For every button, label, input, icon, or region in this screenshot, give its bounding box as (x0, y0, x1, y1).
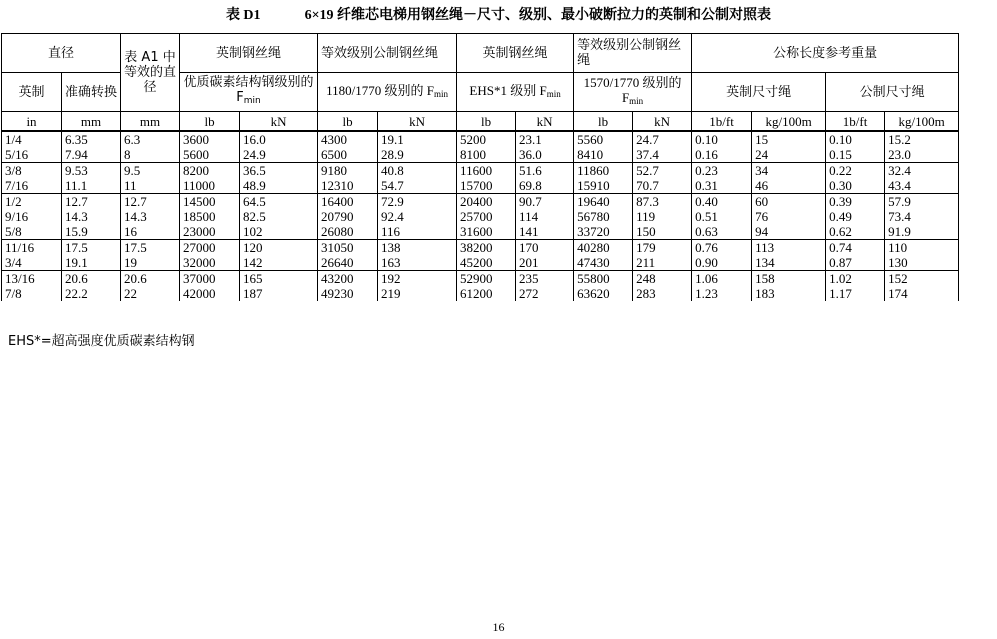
table-cell: 1.06 (692, 271, 752, 287)
header-row-1 (2, 34, 959, 73)
table-number: 表 D1 (225, 8, 261, 23)
table-row (2, 163, 959, 179)
table-cell: 5/8 (2, 224, 62, 240)
table-cell: 16400 (318, 194, 378, 210)
table-cell: 37.4 (633, 147, 692, 163)
table-cell: 22.2 (62, 286, 121, 301)
table-cell: 5/16 (2, 147, 62, 163)
table-cell: 23000 (180, 224, 240, 240)
table-cell: 120 (240, 240, 318, 256)
table-cell: 0.63 (692, 224, 752, 240)
table-cell: 87.3 (633, 194, 692, 210)
table-cell: 5600 (180, 147, 240, 163)
table-cell: 12.7 (121, 194, 180, 210)
table-cell: 15.2 (885, 131, 959, 147)
table-cell: 14.3 (121, 209, 180, 224)
unit-cell: kN (240, 112, 318, 132)
table-cell: 72.9 (378, 194, 457, 210)
unit-cell: kN (378, 112, 457, 132)
table-cell: 18500 (180, 209, 240, 224)
metric-size-rope-header: 公制尺寸绳 (826, 73, 959, 112)
table-cell: 183 (752, 286, 826, 301)
table-cell: 0.39 (826, 194, 885, 210)
table-cell: 6.3 (121, 131, 180, 147)
table-cell: 17.5 (121, 240, 180, 256)
table-cell: 283 (633, 286, 692, 301)
table-cell: 36.5 (240, 163, 318, 179)
unit-cell: kN (633, 112, 692, 132)
table-cell: 0.51 (692, 209, 752, 224)
table-cell: 45200 (457, 255, 516, 271)
table-cell: 0.10 (692, 131, 752, 147)
table-body (2, 131, 959, 301)
table-cell: 20.6 (62, 271, 121, 287)
table-cell: 70.7 (633, 178, 692, 194)
table-cell: 5200 (457, 131, 516, 147)
unit-cell: lb (180, 112, 240, 132)
table-cell: 8410 (574, 147, 633, 163)
unit-cell: kN (516, 112, 574, 132)
table-cell: 15 (752, 131, 826, 147)
table-cell: 91.9 (885, 224, 959, 240)
table-cell: 201 (516, 255, 574, 271)
metric-equivalent-header: 等效级别公制钢丝绳 (318, 34, 457, 73)
metric-equivalent-header-2: 等效级别公制钢丝绳 (574, 34, 692, 73)
table-cell: 54.7 (378, 178, 457, 194)
table-cell: 73.4 (885, 209, 959, 224)
table-cell: 55800 (574, 271, 633, 287)
table-caption: 6×19 纤维芯电梯用钢丝绳－尺寸、级别、最小破断拉力的英制和公制对照表 (304, 8, 772, 23)
table-cell: 119 (633, 209, 692, 224)
table-cell: 60 (752, 194, 826, 210)
table-cell: 114 (516, 209, 574, 224)
table-cell: 9180 (318, 163, 378, 179)
table-cell: 36.0 (516, 147, 574, 163)
table-cell: 187 (240, 286, 318, 301)
table-cell: 19.1 (62, 255, 121, 271)
table-cell: 90.7 (516, 194, 574, 210)
table-cell: 12310 (318, 178, 378, 194)
table-cell: 15.9 (62, 224, 121, 240)
table-row (2, 255, 959, 271)
table-cell: 52900 (457, 271, 516, 287)
imperial-size-rope-header: 英制尺寸绳 (692, 73, 826, 112)
table-cell: 110 (885, 240, 959, 256)
table-cell: 138 (378, 240, 457, 256)
table-cell: 19 (121, 255, 180, 271)
table-cell: 142 (240, 255, 318, 271)
table-cell: 174 (885, 286, 959, 301)
imperial-rope-header: 英制钢丝绳 (180, 34, 318, 73)
table-cell: 8 (121, 147, 180, 163)
table-cell: 32.4 (885, 163, 959, 179)
table-cell: 25700 (457, 209, 516, 224)
table-cell: 33720 (574, 224, 633, 240)
table-row (2, 209, 959, 224)
table-cell: 158 (752, 271, 826, 287)
table-cell: 0.87 (826, 255, 885, 271)
table-cell: 27000 (180, 240, 240, 256)
rope-spec-table (1, 33, 959, 301)
table-cell: 3600 (180, 131, 240, 147)
table-cell: 130 (885, 255, 959, 271)
table-cell: 11 (121, 178, 180, 194)
table-cell: 42000 (180, 286, 240, 301)
table-cell: 51.6 (516, 163, 574, 179)
table-row (2, 224, 959, 240)
table-row (2, 271, 959, 287)
table-cell: 1.17 (826, 286, 885, 301)
table-a1-header: 表 A1 中等效的直径 (121, 34, 180, 112)
table-cell: 14500 (180, 194, 240, 210)
table-cell: 64.5 (240, 194, 318, 210)
table-cell: 49230 (318, 286, 378, 301)
table-cell: 7/8 (2, 286, 62, 301)
table-cell: 34 (752, 163, 826, 179)
table-cell: 0.22 (826, 163, 885, 179)
table-cell: 94 (752, 224, 826, 240)
table-cell: 272 (516, 286, 574, 301)
table-cell: 69.8 (516, 178, 574, 194)
table-cell: 102 (240, 224, 318, 240)
table-cell: 8200 (180, 163, 240, 179)
table-cell: 11.1 (62, 178, 121, 194)
unit-cell: 1b/ft (692, 112, 752, 132)
table-cell: 12.7 (62, 194, 121, 210)
unit-cell: kg/100m (752, 112, 826, 132)
unit-cell: mm (62, 112, 121, 132)
table-cell: 5560 (574, 131, 633, 147)
table-cell: 0.15 (826, 147, 885, 163)
table-cell: 40280 (574, 240, 633, 256)
table-cell: 15700 (457, 178, 516, 194)
table-cell: 0.40 (692, 194, 752, 210)
page-number: 16 (492, 620, 505, 634)
unit-cell: lb (318, 112, 378, 132)
table-cell: 56780 (574, 209, 633, 224)
table-cell: 19640 (574, 194, 633, 210)
table-cell: 31050 (318, 240, 378, 256)
table-cell: 46 (752, 178, 826, 194)
grade-ehs-header: EHS*1 级别 $F_{min}$ (457, 73, 574, 112)
table-cell: 7/16 (2, 178, 62, 194)
table-cell: 7.94 (62, 147, 121, 163)
table-cell: 1.23 (692, 286, 752, 301)
table-cell: 14.3 (62, 209, 121, 224)
table-cell: 32000 (180, 255, 240, 271)
unit-cell: 1b/ft (826, 112, 885, 132)
table-cell: 1/4 (2, 131, 62, 147)
table-cell: 63620 (574, 286, 633, 301)
table-cell: 11000 (180, 178, 240, 194)
footnote: EHS*=超高强度优质碳素结构钢 (8, 334, 195, 349)
table-cell: 20790 (318, 209, 378, 224)
table-cell: 0.30 (826, 178, 885, 194)
table-cell: 9.5 (121, 163, 180, 179)
table-row (2, 147, 959, 163)
table-cell: 150 (633, 224, 692, 240)
table-cell: 40.8 (378, 163, 457, 179)
imperial-rope-header-2: 英制钢丝绳 (457, 34, 574, 73)
unit-row (2, 112, 959, 132)
unit-cell: lb (457, 112, 516, 132)
table-cell: 0.74 (826, 240, 885, 256)
unit-cell: kg/100m (885, 112, 959, 132)
table-cell: 0.16 (692, 147, 752, 163)
table-cell: 26080 (318, 224, 378, 240)
table-cell: 0.90 (692, 255, 752, 271)
table-cell: 28.9 (378, 147, 457, 163)
table-cell: 9/16 (2, 209, 62, 224)
table-cell: 20.6 (121, 271, 180, 287)
table-cell: 23.1 (516, 131, 574, 147)
table-row (2, 286, 959, 301)
table-cell: 43.4 (885, 178, 959, 194)
table-cell: 235 (516, 271, 574, 287)
unit-cell: in (2, 112, 62, 132)
table-cell: 4300 (318, 131, 378, 147)
table-title (0, 4, 997, 24)
table-cell: 219 (378, 286, 457, 301)
table-cell: 92.4 (378, 209, 457, 224)
table-cell: 0.62 (826, 224, 885, 240)
table-cell: 57.9 (885, 194, 959, 210)
table-cell: 38200 (457, 240, 516, 256)
table-cell: 48.9 (240, 178, 318, 194)
table-cell: 141 (516, 224, 574, 240)
table-cell: 61200 (457, 286, 516, 301)
table-cell: 9.53 (62, 163, 121, 179)
grade-carbon-header: 优质碳素结构钢级别的 $F_{min}$ (180, 73, 318, 112)
table-cell: 3/4 (2, 255, 62, 271)
table-cell: 152 (885, 271, 959, 287)
table-cell: 19.1 (378, 131, 457, 147)
table-cell: 16 (121, 224, 180, 240)
table-cell: 82.5 (240, 209, 318, 224)
diameter-header: 直径 (2, 34, 121, 73)
unit-cell: mm (121, 112, 180, 132)
grade-1570-header: 1570/1770 级别的 $F_{min}$ (574, 73, 692, 112)
table-cell: 24 (752, 147, 826, 163)
table-cell: 0.23 (692, 163, 752, 179)
table-cell: 22 (121, 286, 180, 301)
table-cell: 15910 (574, 178, 633, 194)
table-cell: 31600 (457, 224, 516, 240)
table-cell: 17.5 (62, 240, 121, 256)
table-cell: 8100 (457, 147, 516, 163)
table-row (2, 131, 959, 147)
table-cell: 11/16 (2, 240, 62, 256)
imperial-header: 英制 (2, 73, 62, 112)
table-cell: 47430 (574, 255, 633, 271)
table-cell: 113 (752, 240, 826, 256)
table-cell: 43200 (318, 271, 378, 287)
table-cell: 13/16 (2, 271, 62, 287)
table-cell: 6500 (318, 147, 378, 163)
table-cell: 37000 (180, 271, 240, 287)
table-cell: 20400 (457, 194, 516, 210)
table-cell: 179 (633, 240, 692, 256)
table-cell: 0.10 (826, 131, 885, 147)
table-cell: 0.76 (692, 240, 752, 256)
table-cell: 165 (240, 271, 318, 287)
table-cell: 134 (752, 255, 826, 271)
converted-header: 准确转换 (62, 73, 121, 112)
table-cell: 11600 (457, 163, 516, 179)
table-cell: 23.0 (885, 147, 959, 163)
table-cell: 26640 (318, 255, 378, 271)
table-cell: 24.7 (633, 131, 692, 147)
table-cell: 16.0 (240, 131, 318, 147)
table-cell: 11860 (574, 163, 633, 179)
table-cell: 76 (752, 209, 826, 224)
table-cell: 0.31 (692, 178, 752, 194)
table-cell: 163 (378, 255, 457, 271)
table-cell: 1/2 (2, 194, 62, 210)
table-cell: 116 (378, 224, 457, 240)
table-cell: 1.02 (826, 271, 885, 287)
table-cell: 192 (378, 271, 457, 287)
table-cell: 3/8 (2, 163, 62, 179)
table-cell: 24.9 (240, 147, 318, 163)
grade-1180-header: 1180/1770 级别的 $F_{min}$ (318, 73, 457, 112)
unit-cell: lb (574, 112, 633, 132)
table-row (2, 194, 959, 210)
nominal-weight-header: 公称长度参考重量 (692, 34, 959, 73)
table-cell: 211 (633, 255, 692, 271)
table-cell: 170 (516, 240, 574, 256)
table-cell: 0.49 (826, 209, 885, 224)
table-row (2, 178, 959, 194)
table-cell: 52.7 (633, 163, 692, 179)
table-cell: 248 (633, 271, 692, 287)
table-cell: 6.35 (62, 131, 121, 147)
table-row (2, 240, 959, 256)
